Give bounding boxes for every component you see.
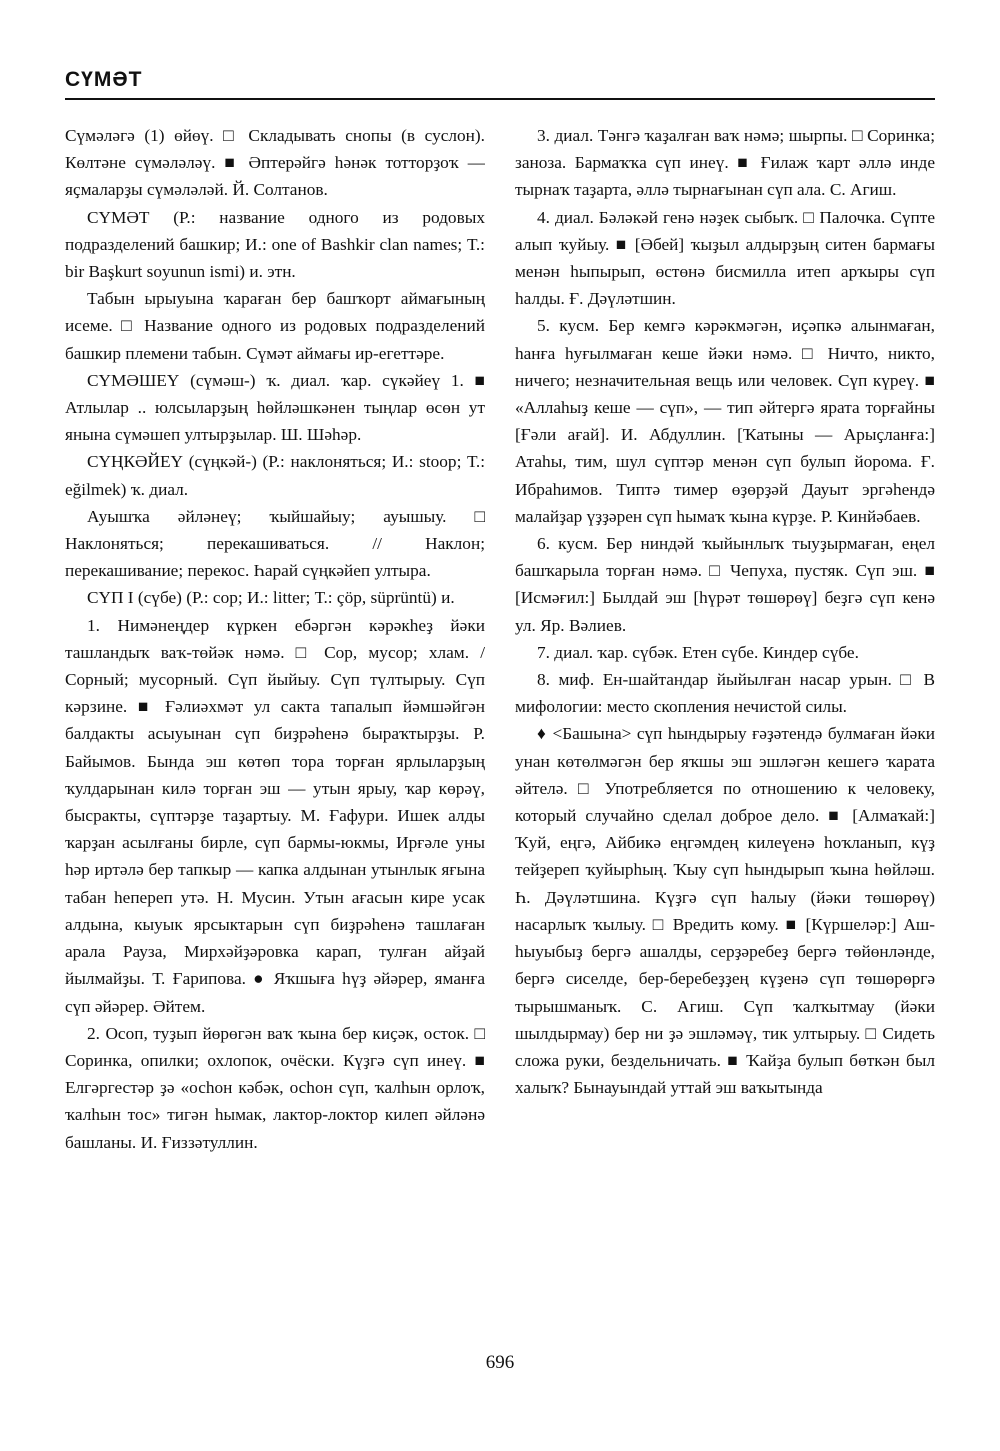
entry-sup-sense-7: 7. диал. ҡар. сүбәк. Етен сүбе. Киндер сүбе. <box>537 642 859 662</box>
entry-sup-sense-4: 4. диал. Бәләкәй генә нәҙек сыбыҡ. □ Палочка. Сүпте алып ҡуйыу. ■ [Әбей] ҡыҙыл алдырҙың ситен бармағы менән һыпырып, өстөнә бисмилла итеп арҡыры сүп һалды. Ғ. Дәүләтшин. <box>515 207 935 309</box>
running-header: СҮМӘТ <box>65 68 143 91</box>
entry-sup-headword: СҮП I (сүбе) (Р.: сор; И.: litter; Т.: çöp, süprüntü) и. <box>87 588 455 608</box>
entry-sup-sense-1: 1. Нимәнеңдер күркен ебәргән кәрәкһеҙ йәки ташландыҡ ваҡ-төйәк нәмә. □ Сор, мусор; хлам. / Сорный; мусорный. Сүп йыйыу. Сүп түлтырыу. Сүп кәрзине. ■ Ғәлиәхмәт ул сакта тапалып йәмшәйгән балдакты асыуынан сүп биҙрәһенә быраҡтырҙы. Р. Байымов. Бында эш көтөп тора торған ярлыларҙың ҡулдарынан килә торған эш — утын ярыу, ҡар көрәү, бысракты, сүптәрҙе таҙартыу. М. Ғафури. Ишек алды ҡарҙан асылғаны бирле, сүп бармы-юкмы, Ирғәле уны һәр иртәлә бер тапкыр — капка алдынан утынлык яғына табан һепереп утә. Н. Мусин. Утын ағасын кире усак алдына, кыуык ярсыктарын сүп биҙрәһенә ташлаған арала Рауза, Мирхәйҙәровка карап, тулған айҙай йылмайҙы. Т. Ғарипова. ● Яҡшыға һүҙ әйәрер, яманға сүп әйәрер. Әйтем. <box>65 615 485 1016</box>
entry-sumasheu: СҮМӘШЕҮ (сүмәш-) ҡ. диал. ҡар. сүкәйеү 1. ■ Атлылар .. юлсыларҙың һөйләшкәнен тыңлар өсөн ут янына сүмәшеп ултырҙылар. Ш. Шәһәр. <box>65 370 485 445</box>
header-rule <box>65 98 935 100</box>
entry-sup-sense-8: 8. миф. Ен-шайтандар йыйылған насар урын. □ В мифологии: место скопления нечистой силы. <box>515 670 935 717</box>
left-column <box>65 122 485 1350</box>
entry-sumat-headword: СҮМӘТ (Р.: название одного из родовых подразделений башкир; И.: one of Bashkir clan names; Т.: bir Başkurt soyunun ismi) и. этн. <box>65 207 485 282</box>
entry-sup-sense-5: 5. кусм. Бер кемгә кәрәкмәгән, иҫәпкә алынмаған, һанға һуғылмаған кеше йәки нәмә. □ Ничто, никто, ничего; незначительная вещь или человек. Сүп күреү. ■ «Аллаһыҙ кеше — сүп», — тип әйтергә ярата торғайны [Ғәли ағай]. И. Абдуллин. [Ҡатыны — Арыҫланға:] Атаһы, тим, шул сүптәр менән сүп булып йорома. Ғ. Ибраһимов. Типтә тимер өҙөрҙәй Дауыт эргәһендә малайҙар үҙҙәрен сүп һымаҡ ҡына күрҙе. Р. Кинйәбаев. <box>515 316 935 526</box>
entry-sup-sense-2: 2. Осоп, туҙып йөрөгән ваҡ ҡына бер киҫәк, осток. □ Соринка, опилки; охлопок, очёски. Күҙгә сүп инеү. ■ Елгәргестәр ҙә «осһон кәбәк, осһон сүп, ҡалһын орлоҡ, ҡалһын тос» тигән һымак, лактор-локтор килеп әйләнә башланы. И. Ғиззәтуллин. <box>65 1023 485 1152</box>
entry-sumat-definition: Табын ырыуына ҡараған бер башҡорт аймағының исеме. □ Название одного из родовых подразделений башкир племени табын. Сүмәт аймағы ир-егеттәре. <box>65 289 485 363</box>
entry-sunkaieu-headword: СҮҢКӘЙЕҮ (сүңкәй-) (Р.: наклоняться; И.: stoop; Т.: eğilmek) ҡ. диал. <box>65 452 485 499</box>
entry-sup-sense-6: 6. кусм. Бер ниндәй ҡыйынлыҡ тыуҙырмаған, еңел башҡарыла торған нәмә. □ Чепуха, пустяк. Сүп эш. ■ [Исмәғил:] Былдай эш [һүрәт төшөрөү] беҙгә сүп кенә ул. Яр. Вәлиев. <box>515 534 935 635</box>
entry-continuation: Сүмәләгә (1) өйөү. □ Складывать снопы (в суслон). Көлтәне сүмәләләү. ■ Әптерәйгә һәнәк тотторҙоҡ — яҫмаларҙы сүмәләләй. Й. Солтанов. <box>65 126 485 200</box>
entry-sup-sense-3: 3. диал. Тәнгә ҡаҙалған ваҡ нәмә; шырпы. □ Соринка; заноза. Бармаҡҡа сүп инеү. ■ Ғилаж ҡарт әллә инде тырнаҡ таҙарта, әллә тырнағынан сүп ала. С. Агиш. <box>515 126 935 200</box>
right-column <box>515 122 935 1350</box>
page-number: 696 <box>485 1352 515 1373</box>
entry-sunkaieu-definition: Ауышҡа әйләнеү; ҡыйшайыу; ауышыу. □ Наклоняться; перекашиваться. // Наклон; перекашивание; перекос. Һарай сүңкәйеп ултыра. <box>65 506 485 581</box>
entry-sup-phraseology: ♦ <Башына> сүп һындырыу ғәҙәтендә булмаған йәки унан көтөлмәгән бер яҡшы эш эшләгән кешегә ҡарата әйтелә. □ Употребляется по отношению к человеку, который случайно сделал доброе дело. ■ [Алмаҡай:] Ҡуй, еңгә, Айбикә еңгәмдең килеүенә һоҡланып, күҙ тейҙереп ҡуйырһың. Ҡыу сүп һындырып ҡына һөйләш. Һ. Дәүләтшина. Күҙгә сүп һалыу (йәки төшөрөү) насарлыҡ ҡылыу. □ Вредить кому. ■ [Күршеләр:] Аш-һыуыбыҙ бергә ашалды, серҙәребеҙ бергә төйөнләнде, бергә сиселде, бер-беребеҙҙең күҙенә сүп төшөрөргә тырышманыҡ. С. Агиш. Сүп ҡалҡытмау (йәки шылдырмау) бер ни ҙә эшләмәү, тик ултырыу. □ Сидеть сложа руки, бездельничать. ■ Ҡайҙа булып бөткән был халыҡ? Бынауындай уттай эш ваҡытында <box>515 724 935 1098</box>
